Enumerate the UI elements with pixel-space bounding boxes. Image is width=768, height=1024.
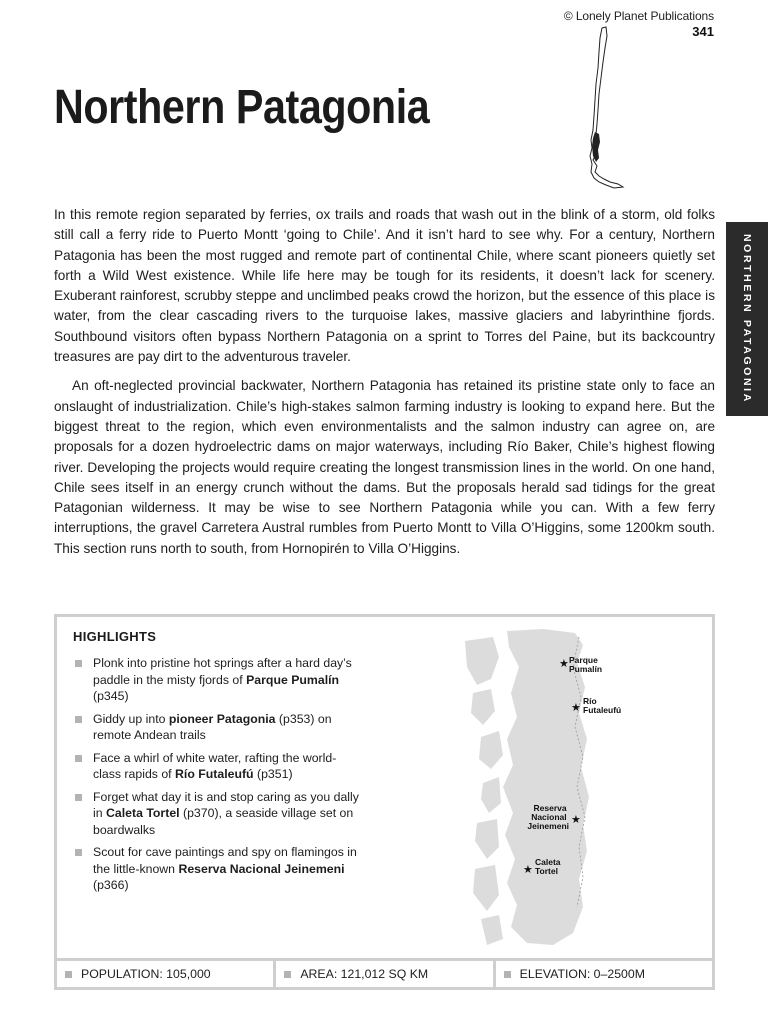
intro-paragraph-1: In this remote region separated by ferries, ox trails and roads that wash out in the blink of a storm, old folks still call a ferry ride to Puerto Montt ‘going to Chile’. And it isn’t hard to see why. For a century, Northern Patagonia has been the most rugged and remote part of continental Chile, where scant pioneers quietly set forth a Wild West existence. While life here may be tough for its residents, it doesn’t lack for scenery. Exuberant rainforest, scrubby steppe and unclimbed peaks crowd the horizon, but the essence of this place is water, from the clear cascading rivers to the turquoise lakes, massive glaciers and labyrinthine fjords. Southbound visitors often bypass Northern Patagonia on a sprint to Torres del Paine, but its backcountry treasures are pay dirt to the adventurous traveler. (54, 207, 715, 365)
highlight-page-ref: (p345) (93, 689, 129, 703)
highlight-item (71, 844, 361, 894)
mainland-shape (503, 629, 589, 945)
map-label-line: Futaleufú (583, 705, 622, 715)
highlight-place: Parque Pumalín (246, 672, 340, 687)
map-label-pumalin (569, 655, 602, 674)
highlight-text: Scout for cave paintings and spy on flamingos in the little-known (93, 845, 357, 876)
highlights-heading: HIGHLIGHTS (73, 629, 157, 644)
island-shape (481, 777, 501, 813)
bullet-square-icon (65, 971, 72, 978)
bullet-square-icon (504, 971, 511, 978)
bullet-square-icon (75, 755, 82, 762)
highlights-box (54, 614, 715, 990)
highlight-item (71, 655, 361, 705)
highlight-item (71, 789, 361, 839)
island-shape (465, 637, 499, 685)
highlight-page-ref: (p366) (93, 878, 129, 892)
map-label-line: Nacional (531, 812, 567, 822)
intro-text (54, 205, 715, 568)
highlight-page-ref: (p351) (253, 767, 293, 781)
map-label-line: Reserva (533, 803, 567, 813)
highlight-item (71, 711, 361, 744)
highlight-item (71, 750, 361, 783)
map-label-line: Jeinemeni (527, 821, 569, 831)
bullet-square-icon (75, 716, 82, 723)
map-label-line: Río (583, 696, 597, 706)
highlight-place: Río Futaleufú (175, 767, 254, 781)
island-shape (479, 731, 503, 769)
highlight-text: Forget what day it is and stop caring as you dally in (93, 789, 359, 820)
highlight-page-ref: (p370), a seaside village set on boardwalks (93, 806, 354, 837)
highlight-page-ref: (p353) on remote Andean trails (93, 711, 332, 742)
highlight-text: Giddy up into (93, 711, 169, 726)
stats-bar (57, 958, 712, 987)
stat-elevation (496, 961, 712, 987)
map-label-line: Pumalín (569, 664, 603, 674)
page-title: Northern Patagonia (54, 81, 430, 134)
chile-locator-map (580, 26, 630, 191)
copyright-notice: © Lonely Planet Publications (563, 9, 714, 23)
bullet-square-icon (75, 849, 82, 856)
highlight-text: Plonk into pristine hot springs after a hard day’s paddle in the misty fjords of (93, 656, 352, 687)
map-star-icon: ★ (523, 864, 533, 876)
island-shape (475, 819, 499, 859)
island-shape (473, 865, 499, 911)
map-star-icon: ★ (559, 658, 569, 670)
page-number: 341 (692, 24, 714, 39)
chapter-tab-label: NORTHERN PATAGONIA (741, 234, 753, 404)
stat-population (57, 961, 276, 987)
bullet-square-icon (75, 660, 82, 667)
map-label-line: Tortel (535, 866, 558, 876)
highlight-place: pioneer Patagonia (168, 711, 276, 726)
chapter-side-tab (726, 222, 768, 416)
island-shape (481, 915, 503, 945)
map-star-icon: ★ (571, 702, 581, 714)
highlight-place: Caleta Tortel (106, 806, 180, 820)
map-label-futaleufu (583, 696, 621, 715)
island-shape (471, 689, 495, 725)
stat-population-text: POPULATION: 105,000 (81, 967, 211, 981)
highlight-text: Face a whirl of white water, rafting the world-class rapids of (93, 750, 337, 781)
bullet-square-icon (284, 971, 291, 978)
map-star-icon: ★ (571, 814, 581, 826)
highlight-list (71, 655, 361, 900)
map-label-jeinemeni (527, 803, 569, 831)
bullet-square-icon (75, 794, 82, 801)
stat-area (276, 961, 495, 987)
region-map (447, 627, 647, 947)
intro-paragraph-2: An oft-neglected provincial backwater, Northern Patagonia has retained its pristine state only to face an onslaught of industrialization. Chile’s high-stakes salmon farming industry is looking to expand here. But the biggest threat to the region, which even environmentalists and the salmon industry can agree on, are proposals for a dozen hydroelectric dams on major waterways, including Río Baker, Chile’s highest flowing river. Developing the projects would require creating the longest transmission lines in the world. On one hand, Chile sees itself in an energy crunch without the dams. But the proposals herald sad tidings for the great Patagonian wilderness. It may be wise to see Northern Patagonia while you can. With a few ferry interruptions, the gravel Carretera Austral rumbles from Puerto Montt to Villa O’Higgins, some 1200km south. This section runs north to south, from Hornopirén to Villa O’Higgins. (54, 378, 715, 556)
map-label-line: Parque (569, 655, 598, 665)
stat-elevation-text: ELEVATION: 0–2500M (519, 967, 645, 981)
stat-area-text: AREA: 121,012 SQ KM (300, 967, 429, 981)
highlight-place: Reserva Nacional Jeinemeni (178, 861, 345, 876)
map-label-line: Caleta (535, 857, 561, 867)
